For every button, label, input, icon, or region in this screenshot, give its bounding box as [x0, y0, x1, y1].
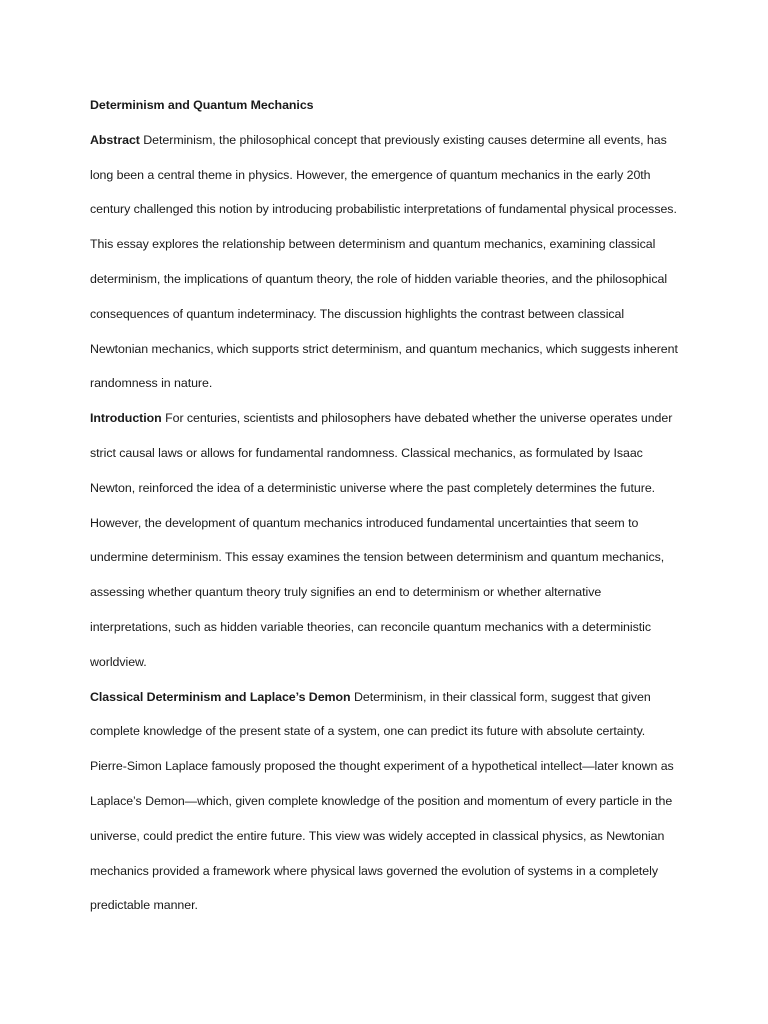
introduction-paragraph [90, 401, 682, 679]
abstract-paragraph [90, 123, 682, 401]
classical-determinism-text: Determinism, in their classical form, suggest that given complete knowledge of the present state of a system, one can predict its future with absolute certainty. Pierre-Simon Laplace famously proposed the thought experiment of a hypothetical intellect—later known as Laplace’s Demon—which, given complete knowledge of the position and momentum of every particle in the universe, could predict the entire future. This view was widely accepted in classical physics, as Newtonian mechanics provided a framework where physical laws governed the evolution of systems in a completely predictable manner. [90, 689, 674, 913]
introduction-text: For centuries, scientists and philosophers have debated whether the universe operates under strict causal laws or allows for fundamental randomness. Classical mechanics, as formulated by Isaac Newton, reinforced the idea of a deterministic universe where the past completely determines the future. However, the development of quantum mechanics introduced fundamental uncertainties that seem to undermine determinism. This essay examines the tension between determinism and quantum mechanics, assessing whether quantum theory truly signifies an end to determinism or whether alternative interpretations, such as hidden variable theories, can reconcile quantum mechanics with a deterministic worldview. [90, 411, 673, 669]
document-body [90, 88, 682, 923]
classical-determinism-heading: Classical Determinism and Laplace’s Demon [90, 689, 351, 704]
abstract-heading: Abstract [90, 132, 140, 147]
abstract-text: Determinism, the philosophical concept that previously existing causes determine all events, has long been a central theme in physics. However, the emergence of quantum mechanics in the early 20th century challenged this notion by introducing probabilistic interpretations of fundamental physical processes. This essay explores the relationship between determinism and quantum mechanics, examining classical determinism, the implications of quantum theory, the role of hidden variable theories, and the philosophical consequences of quantum indeterminacy. The discussion highlights the contrast between classical Newtonian mechanics, which supports strict determinism, and quantum mechanics, which suggests inherent randomness in nature. [90, 132, 678, 391]
classical-determinism-paragraph [90, 680, 682, 924]
introduction-heading: Introduction [90, 411, 162, 426]
document-title: Determinism and Quantum Mechanics [90, 98, 314, 112]
